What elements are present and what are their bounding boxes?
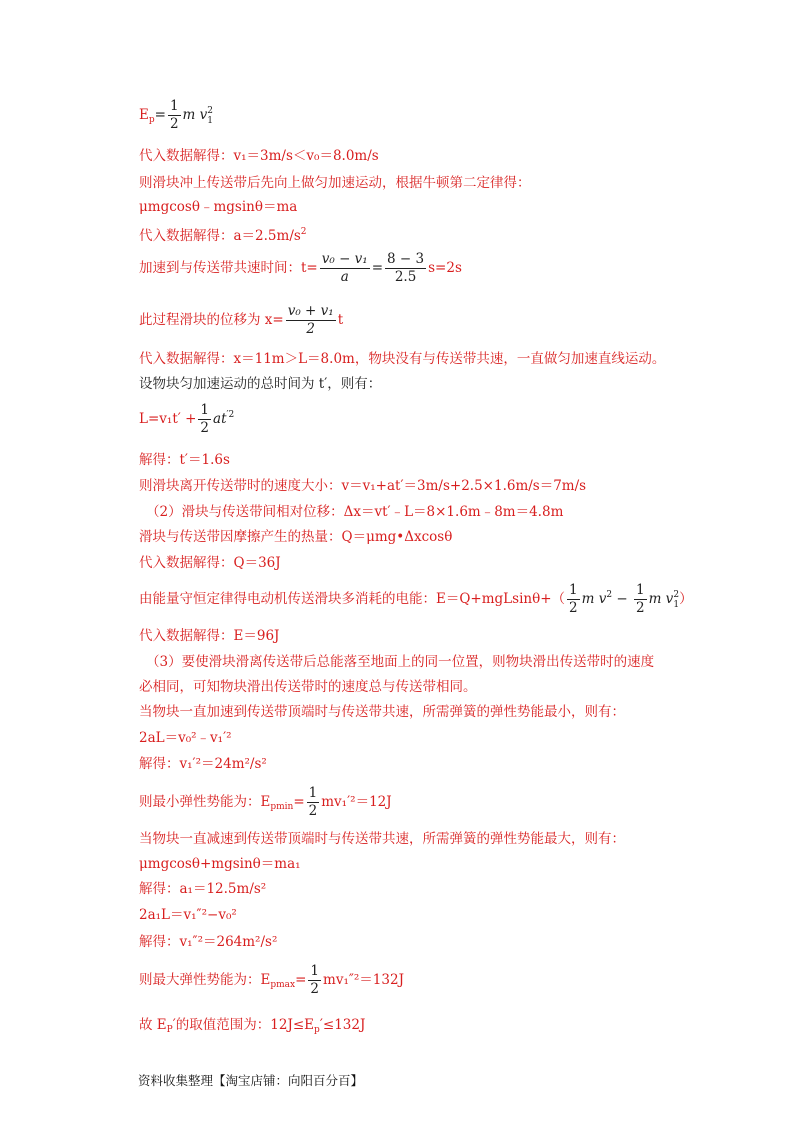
line-max-intro: 当物块一直减速到传送带顶端时与传送带共速，所需弹簧的弹性势能最大，则有： xyxy=(139,831,625,847)
line-total-time-intro: 设物块匀加速运动的总时间为 t′，则有： xyxy=(139,376,382,392)
line-exit-velocity: 则滑块离开传送带时的速度大小：v＝v₁+at′＝3m/s+2.5×1.6m/s＝7m/s xyxy=(139,478,587,494)
line-time xyxy=(139,251,462,286)
line-a-value xyxy=(139,223,307,245)
fraction-half-2 xyxy=(634,582,647,617)
line-newton-eq-2: μmgcosθ+mgsinθ＝ma₁ xyxy=(139,856,301,872)
line-kinematics-2: 2a₁L＝v₁″²−v₀² xyxy=(139,907,237,923)
line-a1-value: 解得：a₁＝12.5m/s² xyxy=(139,881,267,897)
equals: = xyxy=(295,972,307,988)
line-accel-intro: 则滑块冲上传送带后先向上做匀加速运动，根据牛顿第二定律得： xyxy=(139,175,531,191)
epmax-prefix: 则最大弹性势能为：E xyxy=(139,972,271,988)
line-v1-sq-2: 解得：v₁″²＝264m²/s² xyxy=(139,934,278,950)
at-sup: ′2 xyxy=(226,410,235,420)
ep-symbol: E xyxy=(139,107,149,123)
numerator: 1 xyxy=(169,98,179,114)
numerator: 8 − 3 xyxy=(387,251,425,267)
equals: = xyxy=(154,107,166,123)
line-ep-min xyxy=(139,785,392,820)
range-sub-1: P xyxy=(166,1025,173,1035)
subscript: 1 xyxy=(207,115,213,126)
line-part3-b: 必相同，可知物块滑出传送带时的速度总与传送带相同。 xyxy=(139,679,477,695)
denominator: 2 xyxy=(169,116,179,132)
range-middle: ′的取值范围为：12J≤E xyxy=(172,1017,315,1033)
epmin-result: mv₁′²＝12J xyxy=(321,794,392,810)
superscript: 2 xyxy=(673,589,680,600)
numerator: 1 xyxy=(200,402,210,418)
sup-1: 2 xyxy=(606,590,613,600)
a-sup: 2 xyxy=(300,227,307,237)
range-prefix: 故 E xyxy=(139,1017,167,1033)
numerator: v₀ + v₁ xyxy=(287,303,334,319)
denominator: 2 xyxy=(308,803,318,819)
page-footer: 资料收集整理【淘宝店铺：向阳百分百】 xyxy=(138,1073,364,1088)
line-x-compare: 代入数据解得：x＝11m＞L＝8.0m，物块没有与传送带共速，一直做匀加速直线运动。 xyxy=(139,351,666,367)
mv-term-1: m v xyxy=(581,591,607,607)
line-newton-eq: μmgcosθ﹣mgsinθ＝ma xyxy=(139,199,298,215)
mv-term-2: m v xyxy=(648,591,674,607)
numerator: v₀ − v₁ xyxy=(321,251,368,267)
range-sub-2: p xyxy=(314,1025,320,1035)
denominator: 2 xyxy=(310,981,320,997)
fraction-half xyxy=(168,98,181,133)
at-term: at xyxy=(213,411,227,427)
denominator: a xyxy=(340,269,349,285)
line-heat: 滑块与传送带因摩擦产生的热量：Q＝μmg•Δxcosθ xyxy=(139,529,453,545)
numerator: 1 xyxy=(569,582,578,598)
disp-suffix: t xyxy=(337,312,344,328)
line-E-value: 代入数据解得：E＝96J xyxy=(139,628,280,644)
time-result: s=2s xyxy=(428,260,462,276)
mv-term: m v xyxy=(182,107,208,123)
L-prefix: L=v₁t′ + xyxy=(139,411,197,427)
equals: = xyxy=(293,794,305,810)
range-suffix: ′≤132J xyxy=(319,1017,366,1033)
energy-prefix: 由能量守恒定律得电动机传送滑块多消耗的电能：E＝Q+mgLsinθ+（ xyxy=(139,591,566,607)
epmin-sub: pmin xyxy=(270,802,294,812)
fraction-half xyxy=(307,785,320,820)
denominator: 2 xyxy=(569,600,578,616)
fraction-values xyxy=(385,251,426,286)
denominator: 2 xyxy=(200,420,210,436)
line-relative-disp: （2）滑块与传送带间相对位移：Δx＝vt′﹣L＝8×1.6m﹣8m＝4.8m xyxy=(146,504,564,520)
fraction-half xyxy=(198,402,211,437)
subscript: 1 xyxy=(673,599,680,610)
epmax-result: mv₁″²＝132J xyxy=(323,972,404,988)
denominator: 2 xyxy=(636,600,645,616)
line-v1: 代入数据解得：v₁＝3m/s＜v₀＝8.0m/s xyxy=(139,148,379,164)
line-part3-a: （3）要使滑块滑离传送带后总能落至地面上的同一位置，则物块滑出传送带时的速度 xyxy=(146,654,655,670)
line-displacement xyxy=(139,303,343,338)
a-text: 代入数据解得：a＝2.5m/s xyxy=(139,228,301,244)
fraction-v-over-a xyxy=(320,251,370,286)
minus: − xyxy=(612,591,632,607)
line-L-eq xyxy=(139,402,234,437)
time-prefix: 加速到与传送带共速时间：t= xyxy=(139,260,318,276)
ep-subscript: p xyxy=(148,115,155,125)
line-t-prime: 解得：t′＝1.6s xyxy=(139,452,230,468)
line-ep-max xyxy=(139,963,404,998)
epmin-prefix: 则最小弹性势能为：E xyxy=(139,794,271,810)
numerator: 1 xyxy=(310,963,320,979)
line-energy xyxy=(139,582,693,617)
fraction-half xyxy=(308,963,321,998)
numerator: 1 xyxy=(636,582,645,598)
epmax-sub: pmax xyxy=(270,980,296,990)
formula-ep xyxy=(139,98,213,133)
fraction-avg-velocity xyxy=(286,303,336,338)
equals: = xyxy=(371,260,384,276)
line-min-intro: 当物块一直加速到传送带顶端时与传送带共速，所需弹簧的弹性势能最小，则有： xyxy=(139,704,625,720)
superscript: 2 xyxy=(207,105,213,116)
denominator: 2 xyxy=(306,321,315,337)
line-Q-value: 代入数据解得：Q＝36J xyxy=(139,555,281,571)
v-index xyxy=(207,106,213,126)
line-v1-sq-1: 解得：v₁′²＝24m²/s² xyxy=(139,756,267,772)
numerator: 1 xyxy=(308,785,318,801)
fraction-half-1 xyxy=(567,582,580,617)
line-kinematics-1: 2aL＝v₀²﹣v₁′² xyxy=(139,730,232,746)
denominator: 2.5 xyxy=(394,269,417,285)
energy-suffix: ） xyxy=(679,591,693,607)
disp-prefix: 此过程滑块的位移为 x= xyxy=(139,312,284,328)
line-range xyxy=(139,1016,365,1039)
